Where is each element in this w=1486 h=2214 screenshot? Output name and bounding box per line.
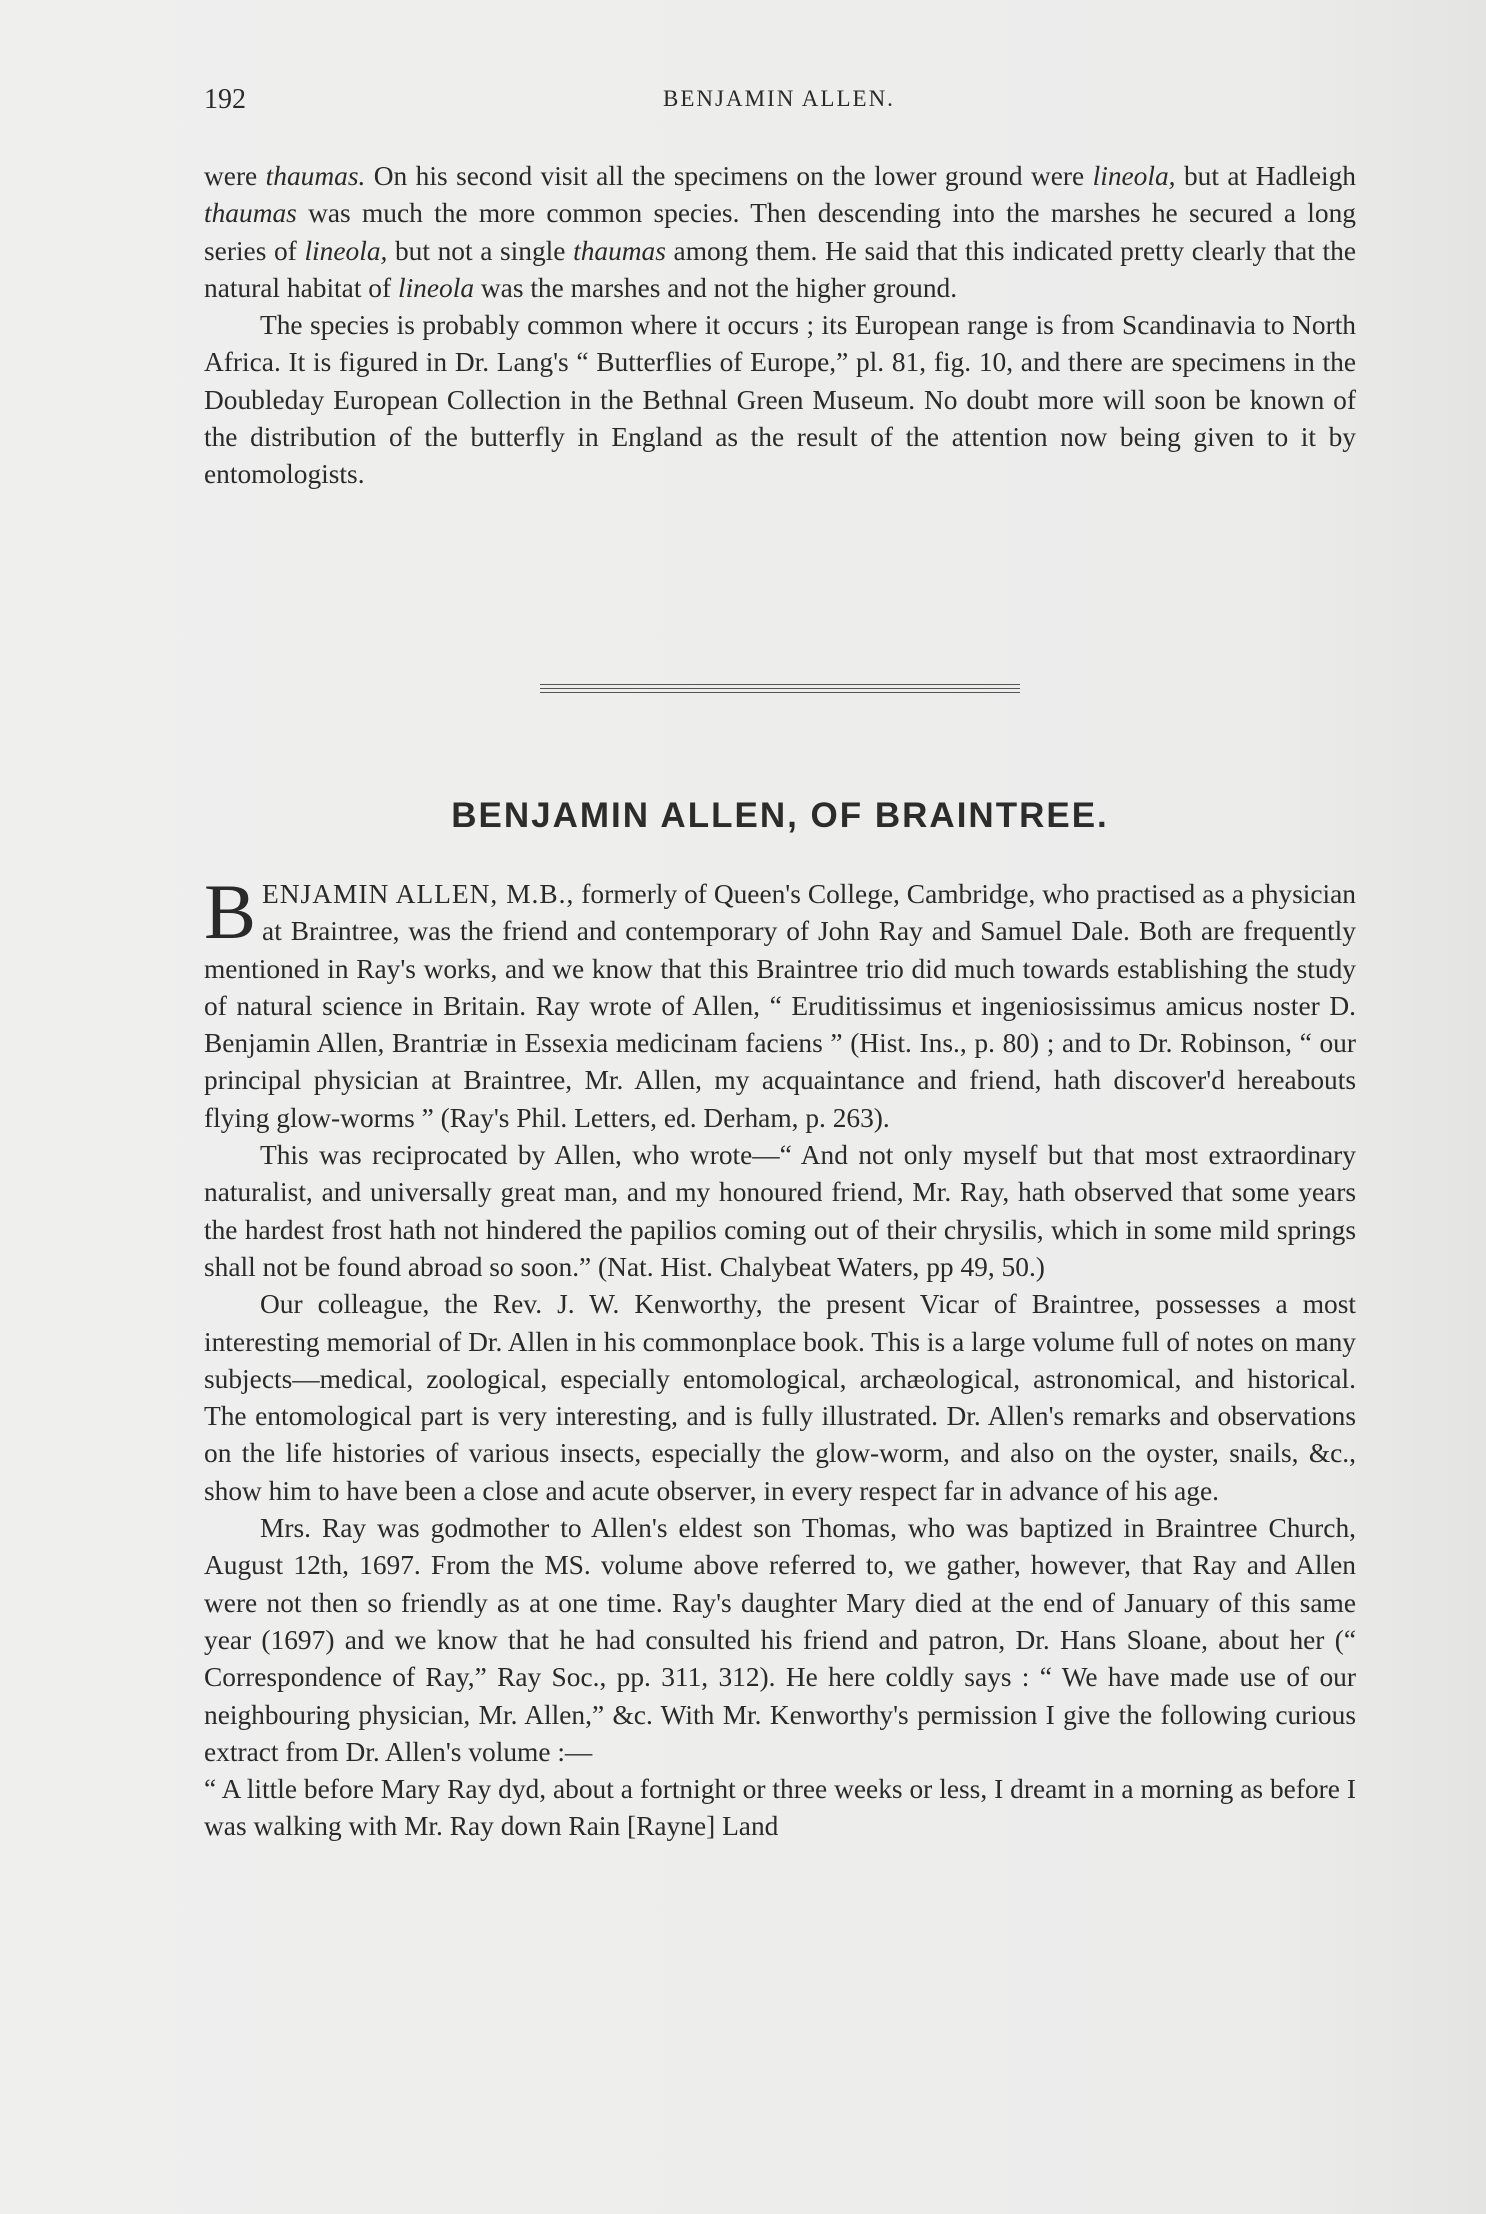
article-text-block <box>204 868 1357 1846</box>
small-caps-name: ENJAMIN ALLEN, M.B., <box>262 879 575 909</box>
text-run: Our colleague, the Rev. J. W. Kenworthy, the present Vicar of Braintree, possesses a most interesting memorial of Dr. Allen in his commonplace book. This is a large volume full of notes on many subjects—medical, zoological, especially entomological, archæological, astronomical, and historical. The entomological part is very interesting, and is fully illustrated. Dr. Allen's remarks and observations on the life histories of various insects, especially the glow-worm, and also on the oyster, snails, &c., show him to have been a close and acute observer, in every respect far in advance of his age. <box>204 1289 1356 1506</box>
text-run: were <box>204 161 266 191</box>
italic-term: thaumas <box>573 235 666 266</box>
text-run: This was reciprocated by Allen, who wrote—“ And not only myself but that most extraordinary naturalist, and universally great man, and my honoured friend, Mr. Ray, hath observed that some years the hardest frost hath not hindered the papilios coming out of their chrysilis, which in some mild springs shall not be found abroad so soon.” (Nat. Hist. Chalybeat Waters, pp 49, 50.) <box>204 1140 1356 1282</box>
italic-term: lineola, <box>1092 161 1176 191</box>
paragraph <box>204 1137 1356 1286</box>
paragraph <box>204 1771 1356 1846</box>
text-run: “ A little before Mary Ray dyd, about a fortnight or three weeks or less, I dreamt in a morning as before I was walking with Mr. Ray down Rain [Rayne] Land <box>204 1774 1356 1842</box>
text-run: but not a single <box>387 235 574 266</box>
text-run: but at Hadleigh <box>1175 161 1356 191</box>
paragraph <box>204 307 1356 493</box>
drop-cap: B <box>204 868 257 955</box>
page-number: 192 <box>204 84 246 115</box>
divider-rule <box>540 688 1020 689</box>
italic-term: thaumas <box>204 198 297 229</box>
paragraph <box>204 1510 1356 1771</box>
text-run: was the marshes and not the higher ground. <box>474 272 958 303</box>
text-run: Mrs. Ray was godmother to Allen's eldest son Thomas, who was baptized in Braintree Church, August 12th, 1697. From the MS. volume above referred to, we gather, however, that Ray and Allen were not then so friendly as at one time. Ray's daughter Mary died at the end of January of this same year (1697) and we know that he had consulted his friend and patron, Dr. Hans Sloane, about her (“ Correspondence of Ray,” Ray Soc., pp. 311, 312). He here coldly says : “ We have made use of our neighbouring physician, Mr. Allen,” &c. With Mr. Kenworthy's permission I give the following curious extract from Dr. Allen's volume :— <box>204 1513 1356 1767</box>
divider-rule <box>540 692 1020 693</box>
paragraph <box>204 868 1357 1137</box>
paragraph <box>204 158 1356 307</box>
italic-term: thaumas. <box>265 161 366 191</box>
section-title: BENJAMIN ALLEN, OF BRAINTREE. <box>451 796 1109 835</box>
divider-rule <box>540 684 1020 685</box>
text-run: among them. He said that this indicated pretty clearly that the natural habitat of <box>204 235 1356 303</box>
page-header <box>204 84 1354 124</box>
paragraph <box>204 1286 1356 1510</box>
italic-term: lineola <box>397 272 475 303</box>
text-run: The species is probably common where it occurs ; its European range is from Scandinavia to North Africa. It is figured in Dr. Lang's “ Butterflies of Europe,” pl. 81, fig. 10, and there are specimens in the Doubleday European Collection in the Bethnal Green Museum. No doubt more will soon be known of the distribution of the butterfly in England as the result of the attention now being given to it by entomologists. <box>204 310 1356 490</box>
text-run: formerly of Queen's College, Cambridge, who practised as a physician at Braintree, was the friend and contemporary of John Ray and Samuel Dale. Both are frequently mentioned in Ray's works, and we know that this Braintree trio did much towards establishing the study of natural science in Britain. Ray wrote of Allen, “ Eruditissimus et ingeniosissimus amicus noster D. Benjamin Allen, Brantriæ in Essexia medicinam faciens ” (Hist. Ins., p. 80) ; and to Dr. Robinson, “ our principal physician at Braintree, Mr. Allen, my acquaintance and friend, hath discover'd hereabouts flying glow-worms ” (Ray's Phil. Letters, ed. Derham, p. 263). <box>204 879 1357 1133</box>
continued-text-block <box>204 158 1356 494</box>
section-divider <box>540 684 1020 696</box>
italic-term: lineola, <box>304 235 388 266</box>
running-head: BENJAMIN ALLEN. <box>663 86 895 111</box>
text-run: On his second visit all the specimens on the lower ground were <box>365 161 1093 191</box>
text-run: was much the more common species. Then descending into the marshes he secured a long series of <box>204 198 1356 266</box>
